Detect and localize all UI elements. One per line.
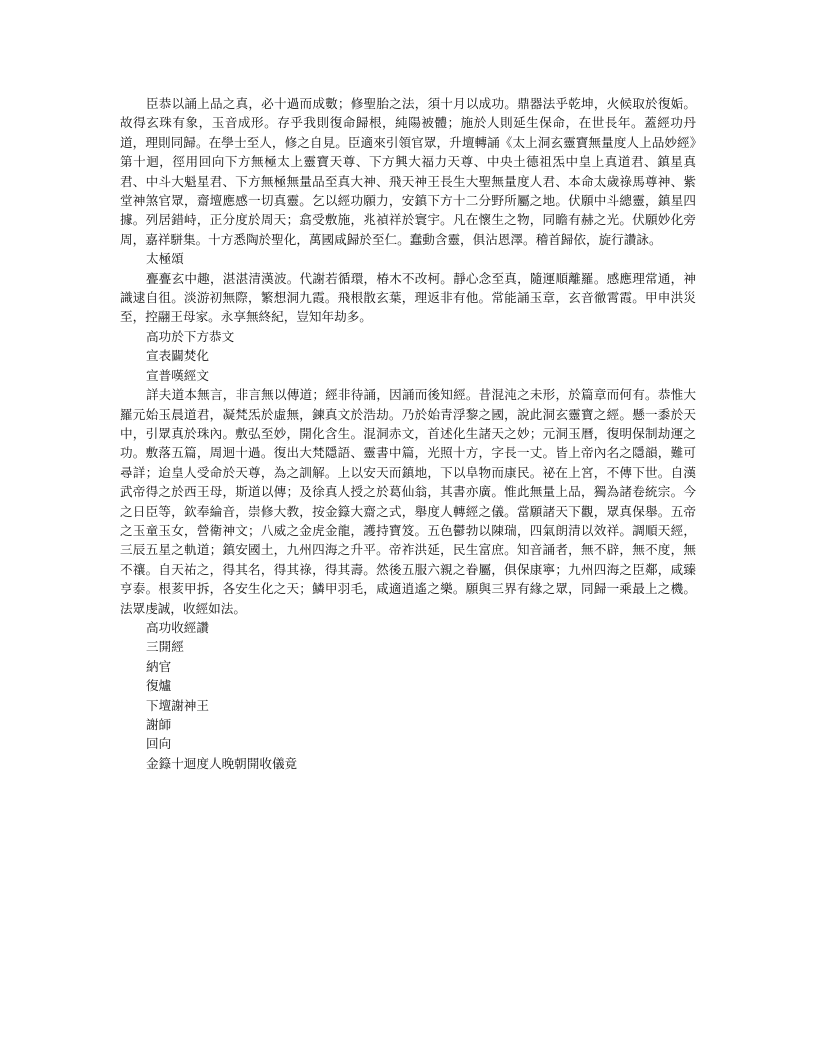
rubric-line: 下壇謝神王 bbox=[146, 697, 209, 713]
rubric-line: 復爐 bbox=[146, 678, 172, 694]
document-page bbox=[120, 94, 696, 773]
rubric-line: 高功於下方恭文 bbox=[146, 328, 235, 344]
rubric-line: 回向 bbox=[146, 736, 172, 752]
rubric-line: 宣表闢焚化 bbox=[146, 348, 209, 364]
rubric-line: 納官 bbox=[146, 658, 172, 674]
rubric-line: 三開經 bbox=[146, 639, 184, 655]
rubric-line: 謝師 bbox=[146, 717, 172, 732]
body-paragraph: 亹亹玄中趣，湛湛清漢波。代謝若循環，椿木不改柯。靜心念至真，隨運順離羅。感應理常通，神識逮自徂。淡游初無際，繁想洞九霞。飛根散玄葉，理返非有他。常能誦玉章，玄音徹霄霞。甲申洪災至，控翮王母家。永享無終紀，豈知年劫多。 bbox=[120, 270, 696, 325]
body-paragraph: 臣恭以誦上品之真，必十過而成數；修聖胎之法，須十月以成功。鼎器法乎乾坤，火候取於復姤。故得玄珠有象，玉音成形。存乎我則復命歸根，純陽被體；施於人則延生保命，在世長年。蓋經功丹道，理則同歸。在學士至人，修之自見。臣適來引領官眾，升壇轉誦《太上洞玄靈寶無量度人上品妙經》第十迴，徑用回向下方無極太上靈寶天尊、下方興大福力天尊、中央土德祖炁中皇上真道君、鎮星真君、中斗大魁星君、下方無極無量品至真大神、飛天神王長生大聖無量度人君、本命太歲祿馬尊神、紫堂神煞官眾，齋壇應感一切真靈。乞以經功願力，安鎮下方十二分野所屬之地。伏願中斗總靈，鎮星四據。列居錯峙，正分度於周天；翕受敷施，兆禎祥於寰宇。凡在懷生之物，同瞻有赫之光。伏願妙化旁周，嘉祥駢集。十方悉陶於聖化，萬國咸歸於至仁。蠢動含靈，俱沾恩澤。稽首歸依，旋行讚詠。 bbox=[120, 96, 696, 247]
body-paragraph: 詳夫道本無言，非言無以傳道；經非待誦，因誦而後知經。昔混沌之未形，於篇章而何有。恭惟大羅元始玉晨道君，凝梵炁於虛無，鍊真文於浩劫。乃於始青浮黎之國，說此洞玄靈寶之經。懸一黍於天中，引眾真於珠內。敷弘至妙，開化含生。混洞赤文，首述化生諸天之妙；元洞玉曆，復明保制劫運之功。敷落五篇，周迴十過。復出大梵隱語、靈書中篇，光照十方，字長一丈。皆上帝內名之隱韻，難可尋詳；迨皇人受命於天尊，為之訓解。上以安天而鎮地，下以阜物而康民。祕在上宮，不傳下世。自漢武帝得之於西王母，斯道以傳；及徐真人授之於葛仙翁，其書亦廣。惟此無量上品，獨為諸卷統宗。今之日臣等，欽奉綸音，崇修大教，按金籙大齋之式，舉度人轉經之儀。當願諸天下觀，眾真保舉。五帝之玉童玉女，營衛神文；八威之金虎金龍，護持寶笈。五色鬱勃以陳瑞，四氣朗清以效祥。調順天經，三辰五星之軌道；鎮安國土，九州四海之升平。帝祚洪延，民生富庶。知音誦者，無不辟，無不度，無不禳。自天祐之，得其名，得其祿，得其壽。然後五服六親之眷屬，俱保康寧；九州四海之臣鄰，咸臻亨泰。根荄甲拆，各安生化之天；鱗甲羽毛，咸適逍遙之樂。願與三界有緣之眾，同歸一乘最上之機。法眾虔誠，收經如法。 bbox=[120, 387, 696, 616]
rubric-line: 高功收經讚 bbox=[146, 619, 209, 635]
rubric-line: 宣普嘆經文 bbox=[146, 367, 209, 383]
rubric-line: 金籙十迴度人晚朝開收儀竟 bbox=[146, 755, 298, 771]
rubric-line: 太極頌 bbox=[146, 251, 184, 267]
